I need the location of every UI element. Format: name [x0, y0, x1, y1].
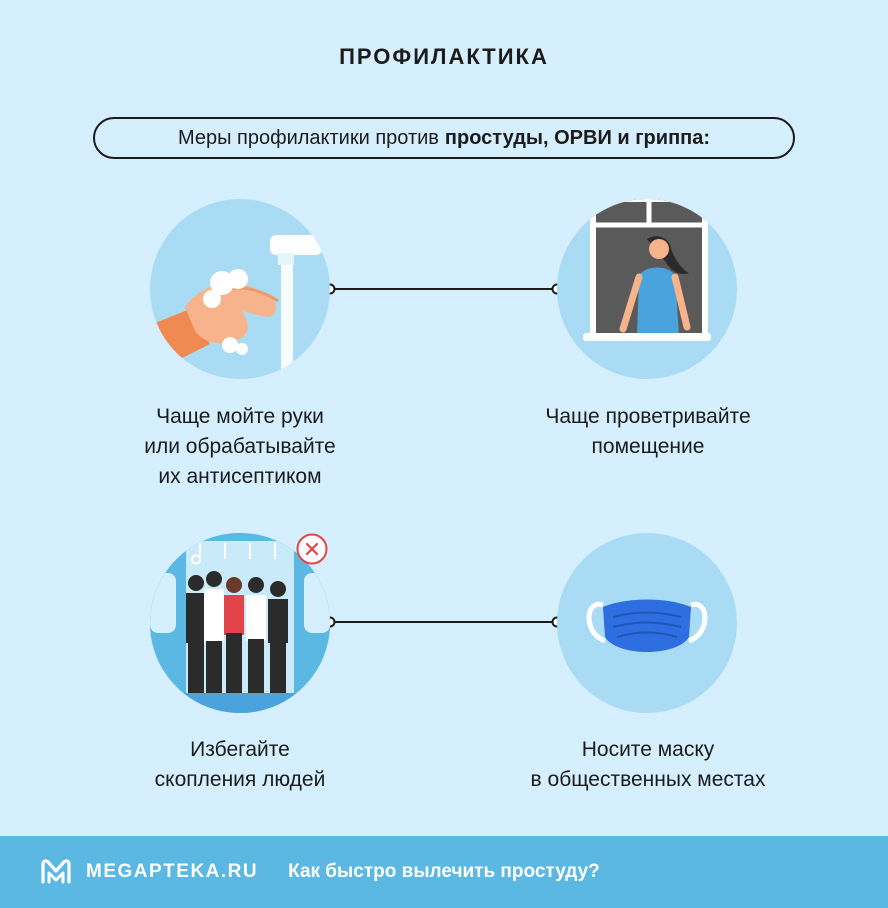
caption-crowd	[110, 735, 370, 795]
caption-mask	[488, 735, 808, 795]
caption-line: скопления людей	[154, 768, 326, 791]
caption-line: Избегайте	[190, 738, 290, 761]
caption-ventilation	[508, 402, 788, 462]
face-mask-icon	[557, 533, 737, 713]
caption-line: помещение	[591, 435, 705, 458]
footer-brand[interactable]: MEGAPTEKA.RU	[86, 861, 259, 882]
footer-bar	[0, 836, 888, 908]
open-window-icon	[557, 199, 737, 379]
caption-line: Чаще проветривайте	[545, 405, 751, 428]
warning-x-icon	[296, 533, 328, 565]
caption-line: в общественных местах	[530, 768, 766, 791]
footer-article-link[interactable]: Как быстро вылечить простуду?	[288, 861, 600, 882]
caption-line: их антисептиком	[158, 465, 322, 488]
caption-line: Чаще мойте руки	[156, 405, 324, 428]
hand-washing-icon	[150, 199, 330, 379]
subtitle-prefix: Меры профилактики против	[177, 126, 439, 149]
subtitle-bold: простуды, ОРВИ и гриппа:	[444, 126, 711, 149]
megapteka-logo-icon[interactable]	[40, 858, 72, 886]
caption-line: или обрабатывайте	[144, 435, 336, 458]
caption-hand-washing	[110, 402, 370, 492]
page-title: ПРОФИЛАКТИКА	[339, 44, 549, 69]
caption-line: Носите маску	[581, 738, 715, 761]
